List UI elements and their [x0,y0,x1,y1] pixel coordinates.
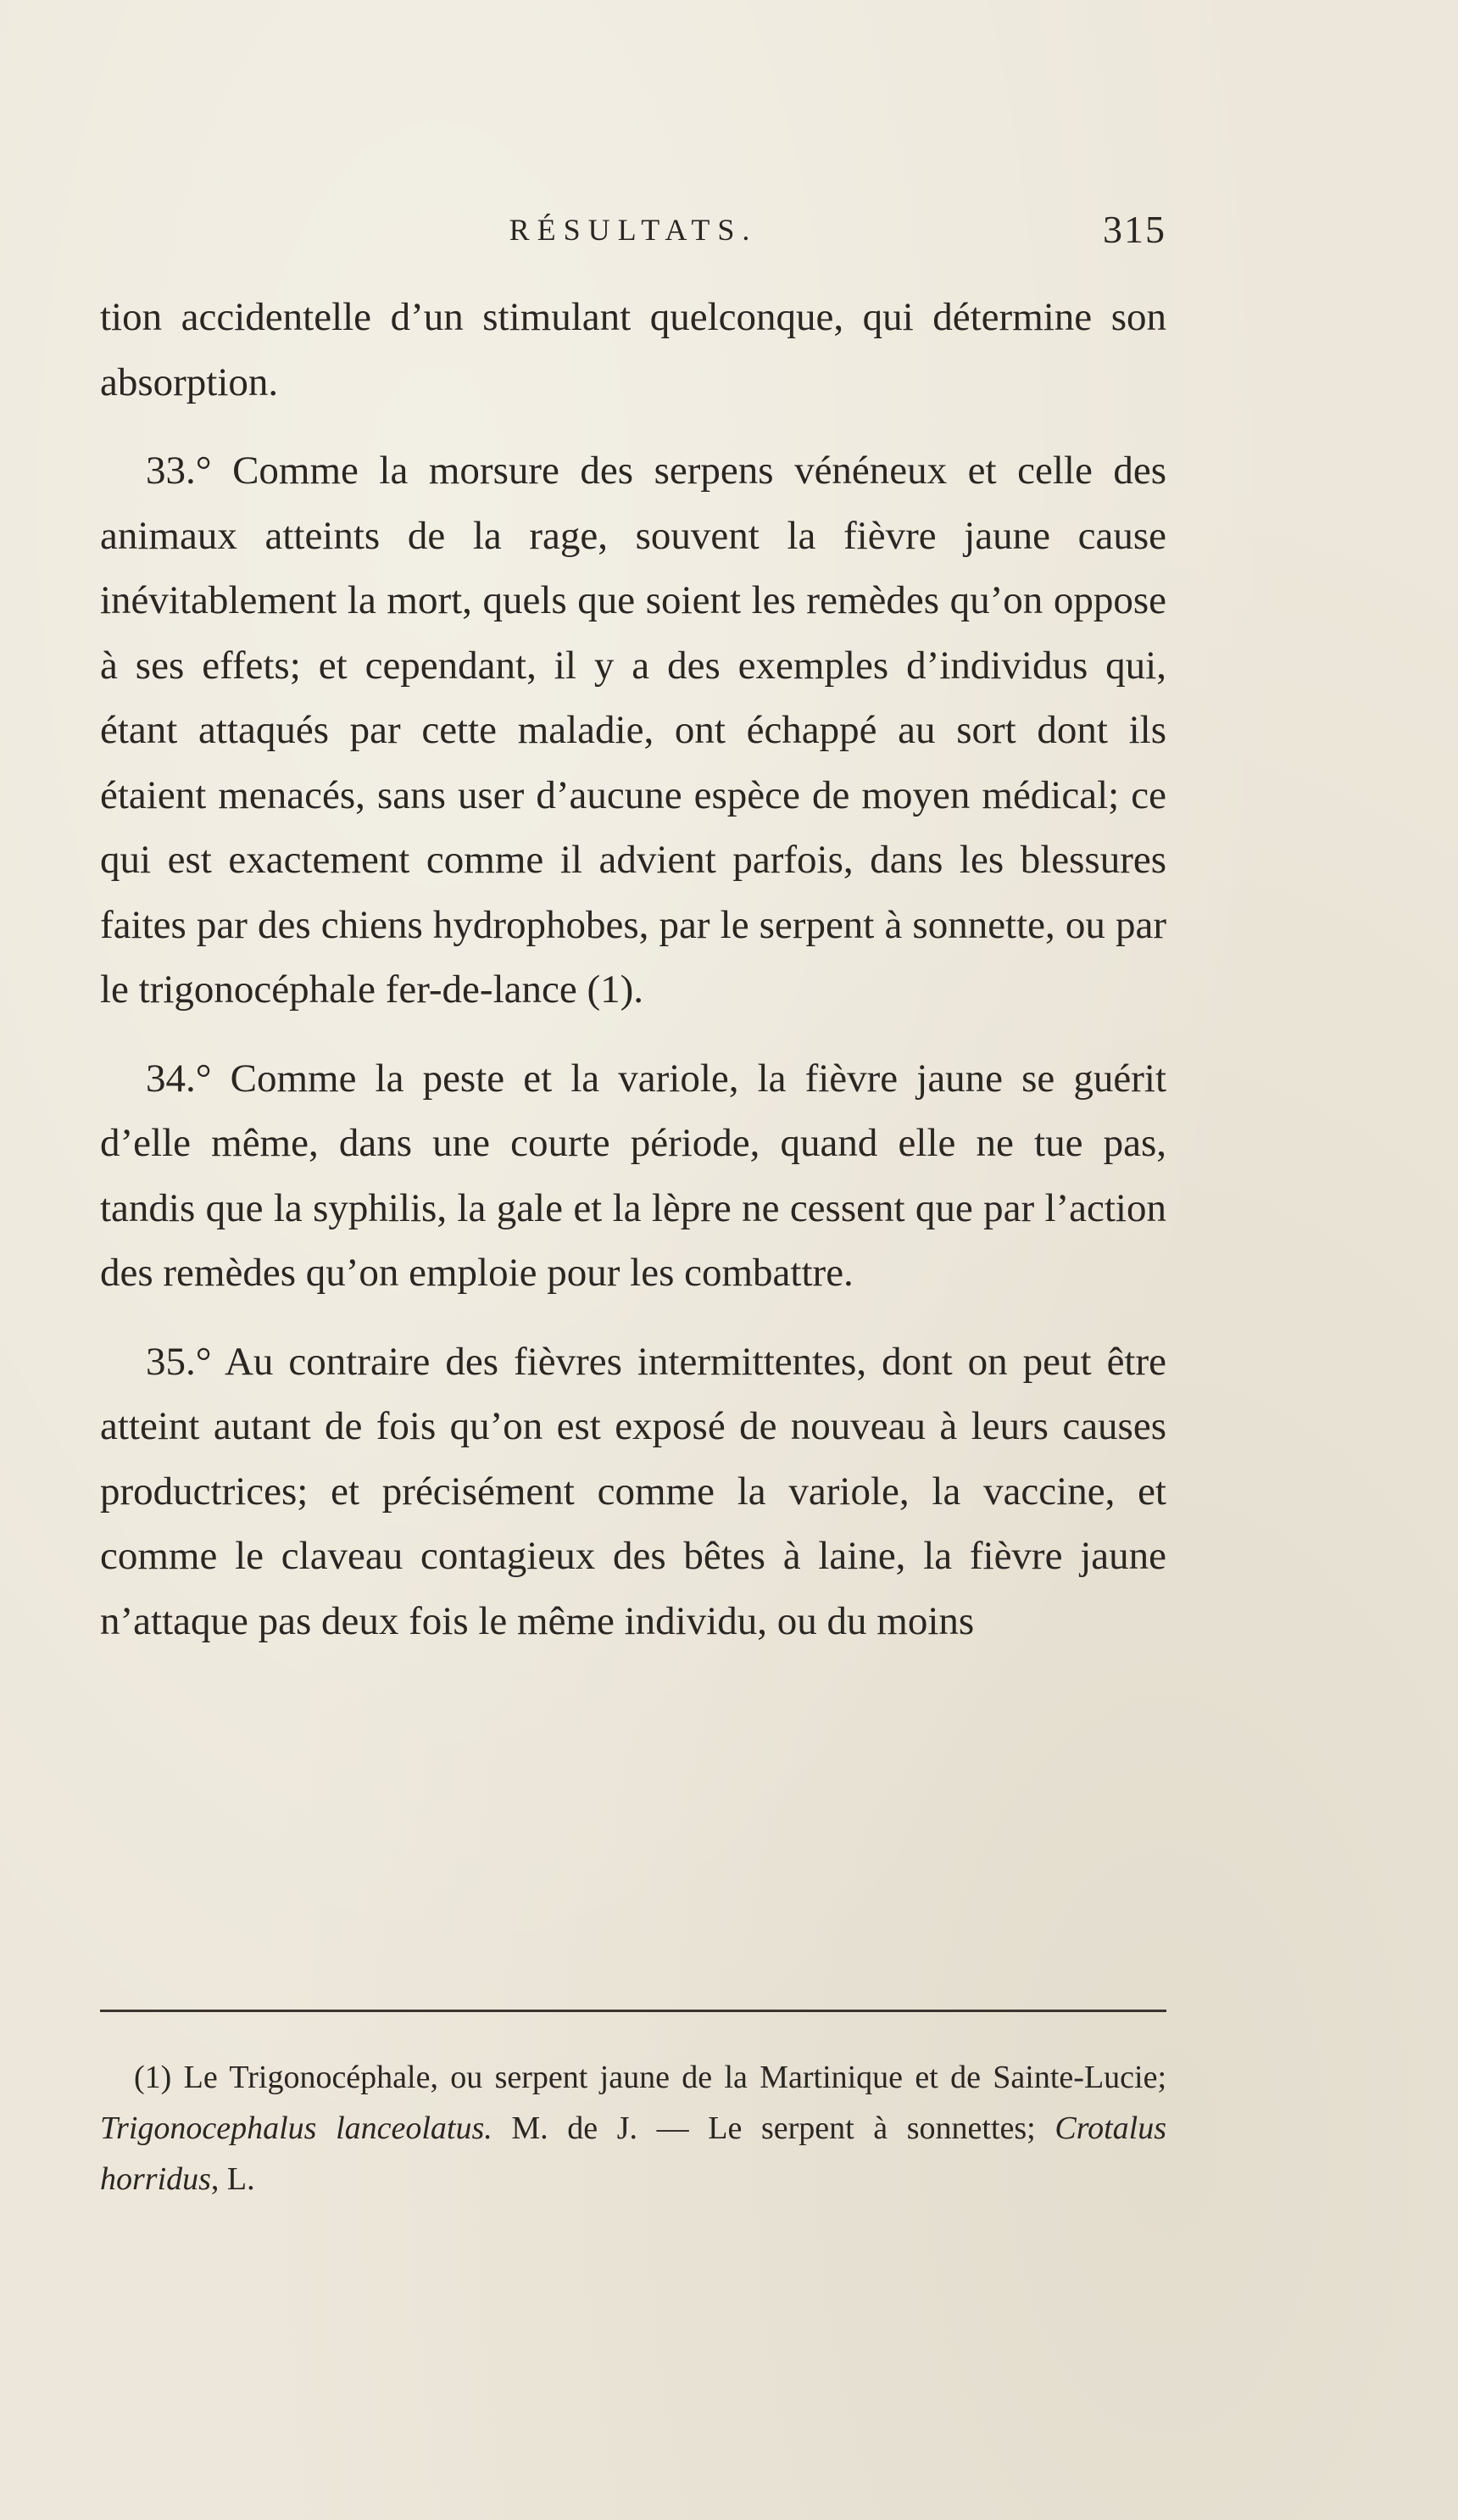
footnote-species-1: Trigonocephalus lanceolatus. [100,2110,492,2146]
footnote [100,2052,1166,2205]
paragraph-35: 35.° Au contraire des fièvres intermittentes, dont on peut être atteint autant de fois qu’on est exposé de nouveau à leurs causes productrices; et précisément comme la variole, la vaccine, et comme le claveau contagieux des bêtes à laine, la fièvre jaune n’attaque pas deux fois le même individu, ou du moins [100,1339,1166,1643]
footnote-part-1: Le Trigonocéphale, ou serpent jaune de la Martinique et de Sainte-Lucie; [183,2060,1166,2095]
page-number: 315 [1103,208,1166,251]
paragraph-continued: tion accidentelle d’un stimulant quelconque, qui détermine son absorption. [100,295,1166,404]
footnote-divider [100,2010,1166,2012]
running-head: RÉSULTATS. [509,213,758,247]
page-header [100,208,1166,263]
paragraph-34: 34.° Comme la peste et la variole, la fièvre jaune se guérit d’elle même, dans une courte période, quand elle ne tue pas, tandis que la syphilis, la gale et la lèpre ne cessent que par l’action des remèdes qu’on emploie pour les combattre. [100,1056,1166,1295]
footnote-part-3: , L. [210,2161,255,2197]
paragraph-33: 33.° Comme la morsure des serpens vénéneux et celle des animaux atteints de la rage, souvent la fièvre jaune cause inévitablement la mort, quels que soient les remèdes qu’on oppose à ses effets; et cependant, il y a des exemples d’individus qui, étant attaqués par cette maladie, ont échappé au sort dont ils étaient menacés, sans user d’aucune espèce de moyen médical; ce qui est exactement comme il advient parfois, dans les blessures faites par des chiens hydrophobes, par le serpent à sonnette, ou par le trigonocéphale fer-de-lance (1). [100,449,1166,1012]
main-text [100,285,1166,1653]
footnote-species-2: Crotalus horridus [100,2110,1166,2197]
footnote-text [100,2052,1166,2205]
footnote-marker: (1) [134,2060,172,2095]
footnote-part-2: M. de J. — Le serpent à sonnettes; [511,2110,1036,2146]
